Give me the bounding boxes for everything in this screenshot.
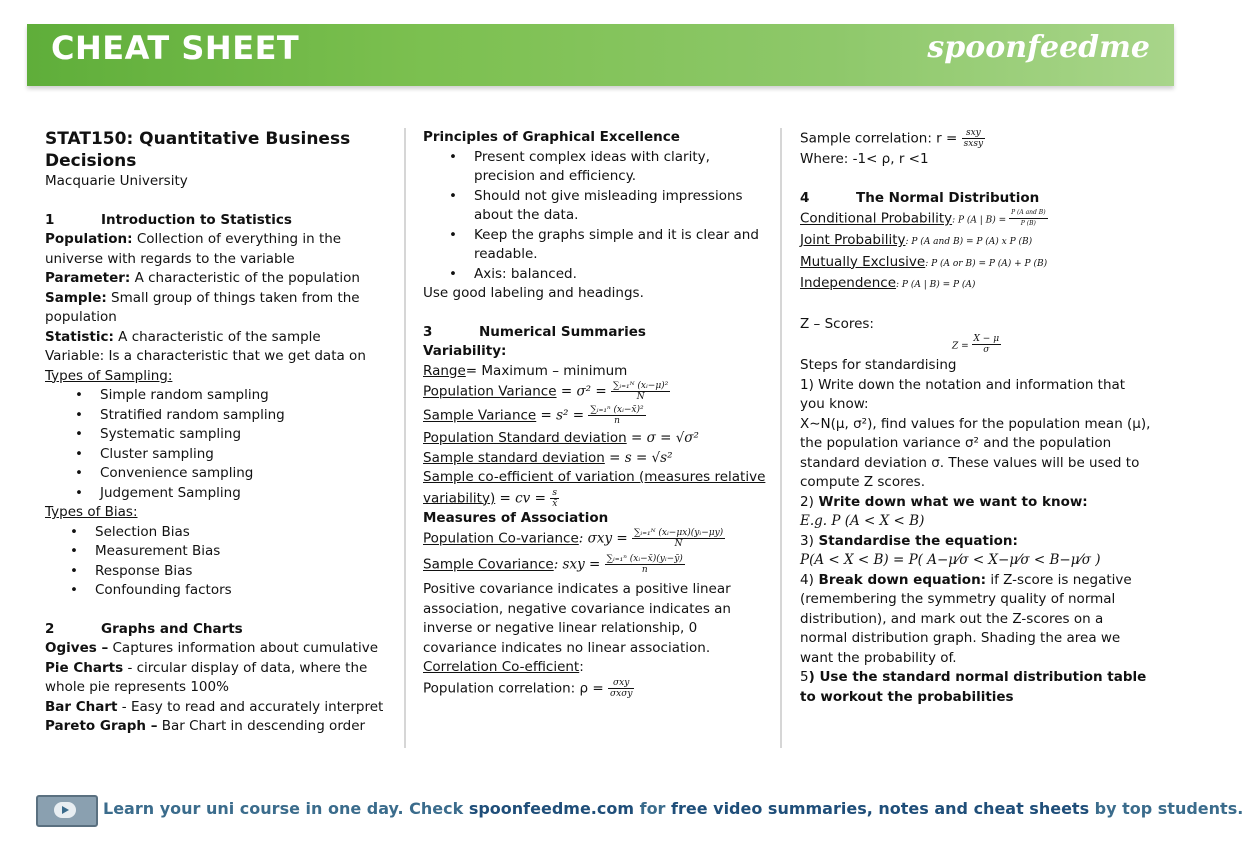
- formula: Range= Maximum – minimum: [423, 362, 628, 379]
- course-title: STAT150: Quantitative Business Decisions: [45, 129, 351, 171]
- sampling-list: [45, 386, 397, 503]
- step: 1) Write down the notation and information that you know:: [800, 376, 1126, 412]
- list-item: • Measurement Bias: [45, 542, 397, 562]
- definition: Parameter: A characteristic of the population: [45, 270, 360, 286]
- list-item: • Response Bias: [45, 562, 397, 582]
- formula: Mutually Exclusive: P (A or B) = P (A) + P (B): [800, 253, 1048, 270]
- formula: Independence: P (A | B) = P (A): [800, 275, 976, 291]
- banner-title: CHEAT SHEET: [51, 29, 300, 67]
- video-icon[interactable]: [36, 795, 98, 827]
- column-divider: [404, 128, 406, 748]
- list-item: • Convenience sampling: [45, 464, 397, 484]
- definition: Ogives – Captures information about cumulative: [45, 640, 379, 656]
- subheading: Measures of Association: [423, 509, 609, 526]
- section-heading: 3 Numerical Summaries: [423, 323, 646, 340]
- site-link[interactable]: spoonfeedme.com: [468, 799, 635, 818]
- step: 2) Write down what we want to know:: [800, 493, 1088, 510]
- subheading: Types of Bias:: [45, 504, 138, 520]
- footer-text: Learn your uni course in one day. Check spoonfeedme.com for free video summaries, notes and cheat sheets by top students.: [103, 799, 1243, 818]
- footer: [36, 795, 1243, 825]
- definition: Population: Collection of everything in the universe with regards to the variable: [45, 231, 342, 267]
- formula: Z = $\frac{X - \mu}{\sigma}$: [952, 334, 1000, 355]
- column-3: [800, 128, 1152, 707]
- subheading: Steps for standardising: [800, 357, 957, 373]
- note: Where: -1< ρ, r <1: [800, 151, 929, 167]
- list-item: • Confounding factors: [45, 581, 397, 601]
- list-item: • Keep the graphs simple and it is clear and readable.: [423, 226, 775, 265]
- list-item: • Present complex ideas with clarity, precision and efficiency.: [423, 148, 775, 187]
- definition: Pie Charts - circular display of data, where the whole pie represents 100%: [45, 659, 368, 695]
- paragraph: Positive covariance indicates a positive linear association, negative covariance indicates an inverse or negative linear relationship, 0 covariance indicates no linear association.: [423, 581, 731, 656]
- formula: Sample standard deviation = s = √s²: [423, 449, 673, 466]
- step-text: P(A < X < B) = P( A−μ⁄σ < X−μ⁄σ < B−μ⁄σ ): [800, 552, 1101, 568]
- formula: Sample Covariance: sxy = $\frac{\text{∑ᵢ₌₁ⁿ (xᵢ−x̄)(yᵢ−ȳ)}}{n}$: [423, 554, 683, 575]
- definition: Pareto Graph – Bar Chart in descending order: [45, 718, 366, 734]
- definition: Statistic: A characteristic of the sample: [45, 328, 321, 345]
- section-heading: 4 The Normal Distribution: [800, 189, 1040, 206]
- formula: Population Variance = σ² = $\frac{\text{∑ᵢ₌₁ᴺ (xᵢ−μ)²}}{N}$: [423, 381, 669, 402]
- brand-logo[interactable]: spoonfeedme: [927, 30, 1150, 65]
- formula: Conditional Probability: P (A | B) = $\frac{\text{P (A and B)}}{P (B)}$: [800, 209, 1046, 227]
- formula: Population Standard deviation = σ = √σ²: [423, 430, 699, 446]
- step-text: X∼N(μ, σ²), find values for the population mean (μ), the population variance σ² and the population standard deviation σ. These values will be used to compute Z scores.: [800, 415, 1151, 490]
- list-item: • Stratified random sampling: [45, 406, 397, 426]
- definition: Sample: Small group of things taken from the population: [45, 289, 360, 325]
- subheading: Types of Sampling:: [45, 367, 173, 384]
- bias-list: [45, 523, 397, 601]
- step-text: E.g. P (A < X < B): [800, 513, 925, 529]
- column-1: [45, 128, 397, 737]
- subheading: Principles of Graphical Excellence: [423, 129, 680, 145]
- subheading: Correlation Co-efficient:: [423, 659, 584, 675]
- subheading: Variability:: [423, 343, 507, 359]
- list-item: • Systematic sampling: [45, 425, 397, 445]
- list-item: • Cluster sampling: [45, 445, 397, 465]
- definition: Variable: Is a characteristic that we get data on: [45, 348, 366, 364]
- formula: Population Co-variance: σxy = $\frac{\text{∑ᵢ₌₁ᴺ (xᵢ−μx)(yᵢ−μy)}}{N}$: [423, 528, 724, 549]
- formula: Sample Variance = s² = $\frac{\text{∑ᵢ₌₁ⁿ (xᵢ−x̄)²}}{n}$: [423, 405, 644, 426]
- university-name: Macquarie University: [45, 173, 188, 189]
- subheading: Z – Scores:: [800, 315, 874, 332]
- section-heading: 2 Graphs and Charts: [45, 620, 243, 637]
- section-heading: 1 Introduction to Statistics: [45, 211, 292, 228]
- step: 4) Break down equation: if Z-score is negative (remembering the symmetry quality of normal distribution), and mark out the Z-scores on a normal distribution graph. Shading the area we want the probability of.: [800, 571, 1132, 666]
- note: Use good labeling and headings.: [423, 285, 644, 301]
- formula: Sample co-efficient of variation (measures relative variability) = cv = $\frac{s}{x̄}$: [423, 469, 766, 509]
- step: 3) Standardise the equation:: [800, 532, 1018, 549]
- header-banner: [27, 24, 1174, 86]
- list-item: • Should not give misleading impressions about the data.: [423, 187, 775, 226]
- list-item: • Axis: balanced.: [423, 265, 775, 285]
- step: 5) Use the standard normal distribution table to workout the probabilities: [800, 669, 1147, 705]
- formula: Population correlation: ρ = $\frac{\text{σxy}}{\text{σxσy}}$: [423, 677, 633, 699]
- list-item: • Simple random sampling: [45, 386, 397, 406]
- principles-list: [423, 148, 775, 285]
- list-item: • Selection Bias: [45, 523, 397, 543]
- list-item: • Judgement Sampling: [45, 484, 397, 504]
- formula: Sample correlation: r = $\frac{\text{sxy}}{\text{sxsy}}$: [800, 128, 984, 149]
- definition: Bar Chart - Easy to read and accurately interpret: [45, 698, 384, 715]
- column-2: [423, 128, 775, 699]
- column-divider: [780, 128, 782, 748]
- formula: Joint Probability: P (A and B) = P (A) x P (B): [800, 232, 1033, 248]
